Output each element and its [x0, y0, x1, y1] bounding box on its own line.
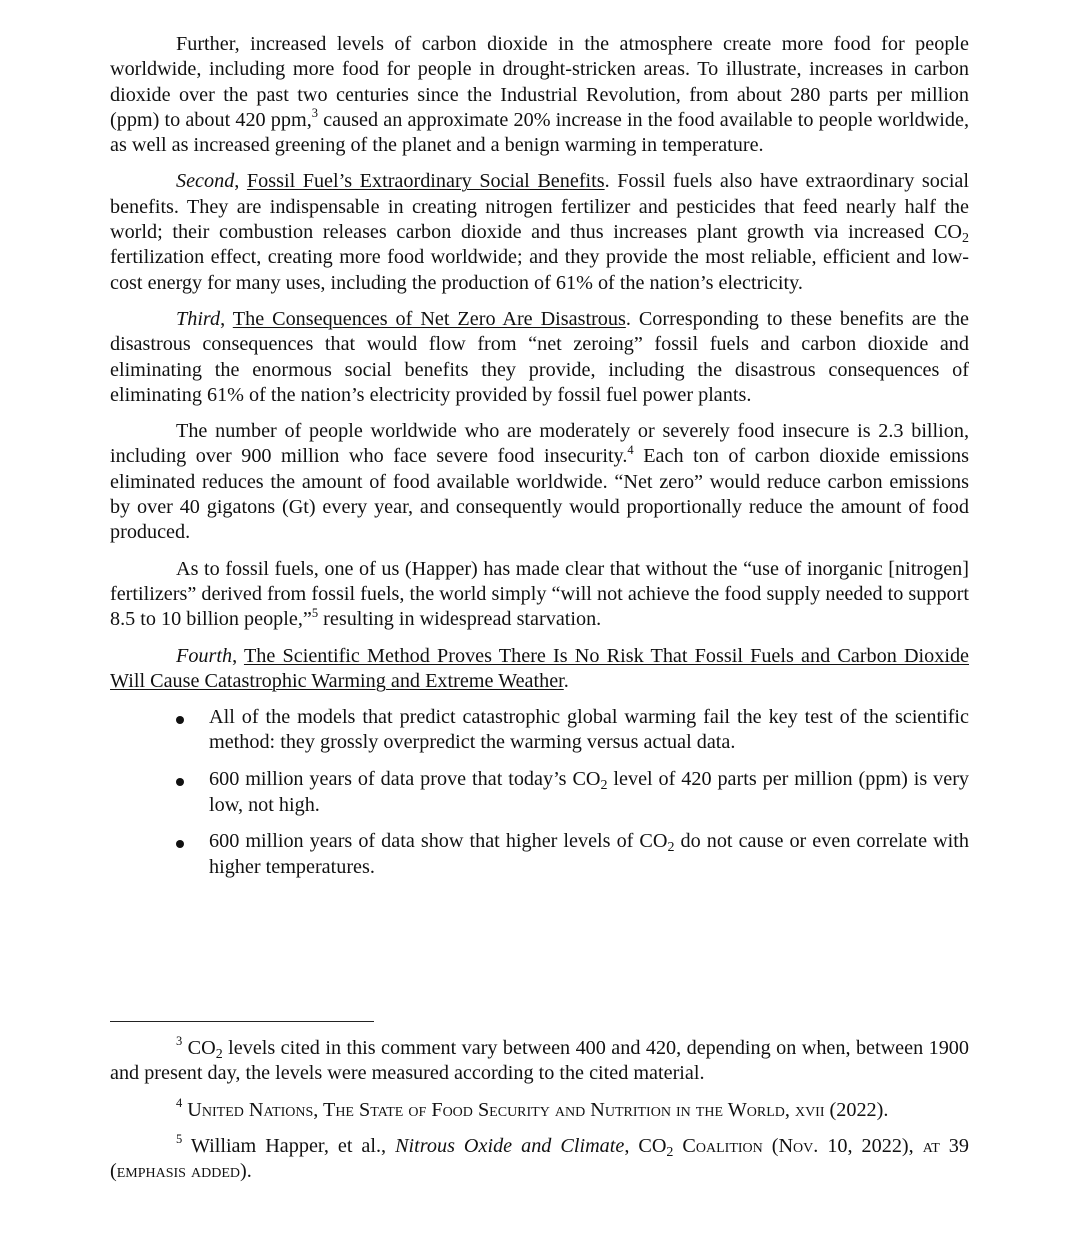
footnote-number: 3: [176, 1034, 183, 1049]
footnote-ref-5[interactable]: 5: [311, 605, 319, 620]
paragraph-scientific-method: Fourth, The Scientific Method Proves There Is No Risk That Fossil Fuels and Carbon Dioxide Will Cause Catastrophic Warming and Extreme Weather.: [110, 644, 970, 692]
section-label-second: Second: [176, 170, 235, 193]
document-body: [110, 32, 969, 891]
footnote-text: , CO: [624, 1134, 667, 1157]
footnote-5: [110, 1134, 969, 1185]
footnote-text: levels cited in this comment vary between 400 and 420, depending on when, between 1900 and present day, the levels were measured according to the cited material.: [110, 1037, 969, 1085]
paragraph-text: The number of people worldwide who are moderately or severely food insecure is 2.3 billion, including over 900 million who face severe food insecurity.: [110, 420, 969, 468]
footnote-ref-3[interactable]: 3: [311, 106, 318, 121]
bullet-icon: [176, 840, 184, 848]
section-heading-social-benefits: Fossil Fuel’s Extraordinary Social Benefits: [246, 170, 605, 193]
footnote-text: Coalition (Nov. 10, 2022), at 39 (emphasis added).: [110, 1134, 969, 1183]
footnote-text: United Nations, The State of Food Security and Nutrition in the World, xvii (2022).: [182, 1098, 889, 1121]
paragraph-text: caused an approximate 20% increase in the food available to people worldwide, as well as increased greening of the planet and a benign warming in temperature.: [110, 108, 970, 157]
footnote-title: Nitrous Oxide and Climate: [395, 1134, 625, 1157]
paragraph-text: .: [563, 669, 569, 692]
footnote-ref-4[interactable]: 4: [627, 442, 634, 457]
subscript: 2: [962, 231, 969, 247]
paragraph-text: . Fossil fuels also have extraordinary social benefits. They are indispensable in creating nitrogen fertilizer and pesticides that feed nearly half the world; their combustion releases carbon dioxide and thus increases plant growth via increased CO: [110, 170, 969, 244]
paragraph-net-zero: Third, The Consequences of Net Zero Are Disastrous. Corresponding to these benefits are the disastrous consequences that would flow from “net zeroing” fossil fuels and carbon dioxide and eliminating the enormous social benefits they provide, including the disastrous consequences of eliminating 61% of the nation’s electricity provided by fossil fuel power plants.: [110, 307, 969, 406]
footnotes: [110, 1036, 969, 1195]
list-item-text: All of the models that predict catastrophic global warming fail the key test of the scientific method: they grossly overpredict the warming versus actual data.: [209, 706, 969, 754]
paragraph-text: Further, increased levels of carbon dioxide in the atmosphere create more food for people worldwide, including more food for people in drought-stricken areas. To illustrate, increases in carbon dioxide over the past two centuries since the Industrial Revolution, from about 280 parts per million (ppm) to about 420 ppm,: [110, 33, 969, 131]
list-item: [110, 829, 969, 880]
section-heading-net-zero: The Consequences of Net Zero Are Disastrous: [232, 307, 626, 330]
footnote-text: CO: [182, 1037, 216, 1059]
section-label-fourth: Fourth: [176, 644, 233, 667]
paragraph-food-insecurity: [110, 419, 969, 545]
paragraph-food-supply: [110, 32, 969, 158]
list-item: [110, 705, 969, 756]
footnote-number: 5: [176, 1132, 183, 1147]
bullet-icon: [176, 778, 184, 786]
paragraph-text: fertilization effect, creating more food worldwide; and they provide the most reliable, efficient and low-cost energy for many uses, including the production of 61% of the nation’s electricity.: [110, 246, 969, 294]
footnote-number: 4: [176, 1095, 183, 1110]
paragraph-text: . Corresponding to these benefits are the disastrous consequences that would flow from “net zeroing” fossil fuels and carbon dioxide and eliminating the enormous social benefits they provide, including the disastrous consequences of eliminating 61% of the nation’s electricity provided by fossil fuel power plants.: [110, 307, 969, 406]
section-label-third: Third: [176, 307, 221, 330]
bullet-list: [110, 705, 969, 880]
subscript: 2: [667, 840, 675, 856]
list-item: [110, 767, 969, 818]
footnote-3: [110, 1036, 969, 1087]
footnote-text: William Happer, et al.,: [182, 1134, 396, 1157]
subscript: 2: [215, 1047, 223, 1062]
list-item-text: do not cause or even correlate with higher temperatures.: [209, 830, 969, 878]
bullet-icon: [176, 716, 184, 724]
paragraph-text: resulting in widespread starvation.: [318, 608, 602, 631]
subscript: 2: [600, 778, 608, 794]
paragraph-social-benefits: Second, Fossil Fuel’s Extraordinary Social Benefits. Fossil fuels also have extraordinary social benefits. They are indispensable in creating nitrogen fertilizer and pesticides that feed nearly half the world; their combustion releases carbon dioxide and thus increases plant growth via increased $CO_2$ fertilization effect, creating more food worldwide; and they provide the most reliable, efficient and low-cost energy for many uses, including the production of 61% of the nation’s electricity.: [110, 170, 969, 294]
footnote-separator: [110, 1021, 374, 1022]
paragraph-text: Each ton of carbon dioxide emissions eliminated reduces the amount of food available worldwide. “Net zero” would reduce carbon emissions by over 40 gigatons (Gt) every year, and consequently would proportionally reduce the amount of food produced.: [110, 445, 969, 544]
list-item-text: 600 million years of data show that higher levels of CO: [209, 830, 668, 853]
section-heading-scientific-method: The Scientific Method Proves There Is No Risk That Fossil Fuels and Carbon Dioxide Will Cause Catastrophic Warming and Extreme Weather: [110, 644, 970, 692]
footnote-4: [110, 1095, 969, 1123]
list-item-text: level of 420 parts per million (ppm) is very low, not high.: [209, 768, 970, 816]
list-item-text: 600 million years of data prove that today’s CO: [209, 768, 601, 791]
paragraph-fertilizers: [110, 557, 969, 633]
paragraph-text: As to fossil fuels, one of us (Happer) has made clear that without the “use of inorganic [nitrogen] fertilizers” derived from fossil fuels, the world simply “will not achieve the food supply needed to support 8.5 to 10 billion people,”: [110, 557, 969, 631]
subscript: 2: [666, 1144, 674, 1160]
